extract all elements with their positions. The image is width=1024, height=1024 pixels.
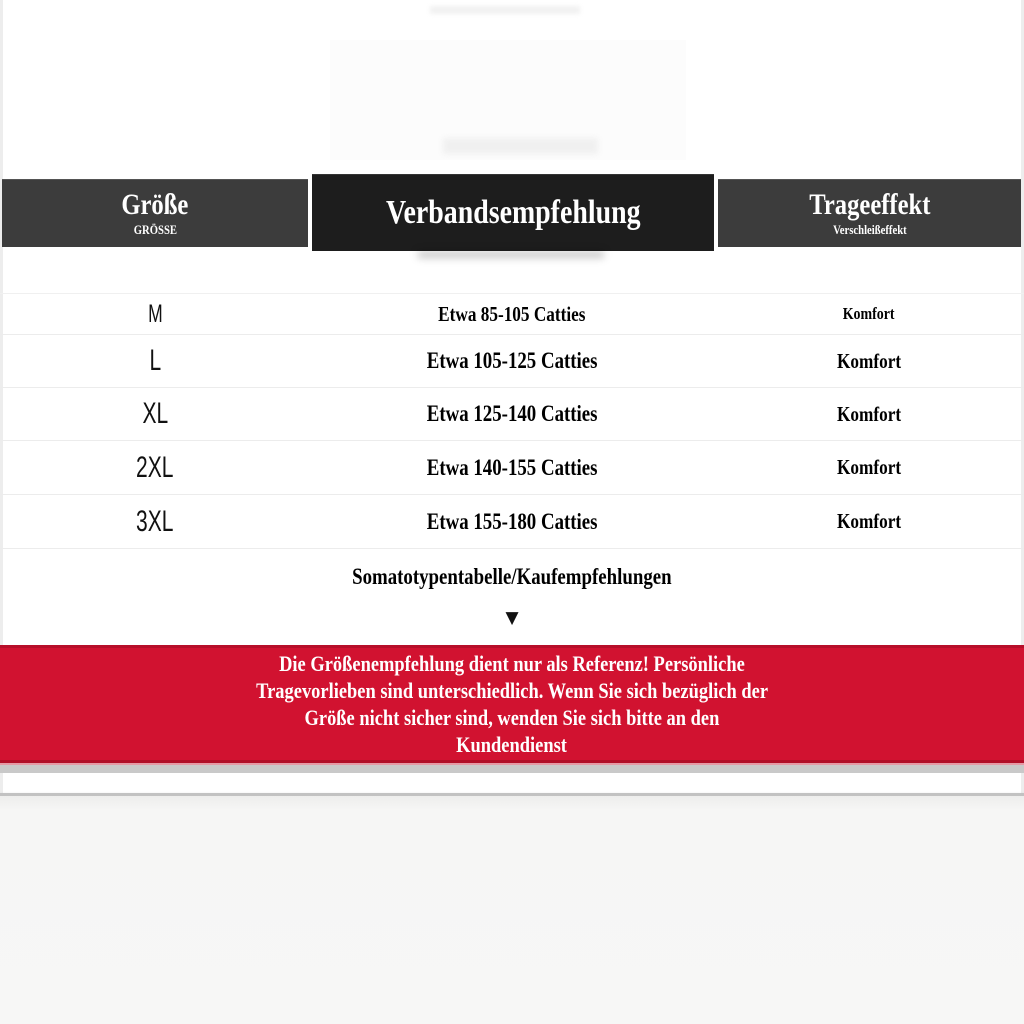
table-row [0,441,1024,495]
header-shadow [418,251,604,258]
size-label: M [147,299,163,328]
disclaimer-line: Tragevorlieben sind unterschiedlich. Wenn Sie sich bezüglich der [256,678,768,703]
effect-value: Komfort [843,304,895,323]
effect-header-title: Trageeffekt [808,188,931,221]
size-table [0,293,1024,549]
faint-top-marks [430,6,580,14]
next-section-background [0,796,1024,1024]
effect-header-subtitle: Verschleißeffekt [832,222,907,237]
size-header-title: Größe [121,188,189,221]
faint-watermark-text [443,138,598,154]
weight-range: Etwa 105-125 Catties [426,348,598,373]
size-label: 2XL [136,450,174,484]
weight-range: Etwa 85-105 Catties [438,301,586,326]
effect-value: Komfort [836,509,902,533]
triangle-down-icon: ▼ [505,608,519,628]
disclaimer-line: Kundendienst [456,732,568,757]
divider-strip [0,765,1024,773]
weight-range: Etwa 155-180 Catties [426,508,598,534]
disclaimer-line: Die Größenempfehlung dient nur als Referenz! Persönliche [279,651,745,676]
column-header-recommendation [312,174,714,251]
effect-value: Komfort [836,348,902,373]
somatotype-note-text: Somatotypentabelle/Kaufempfehlungen [352,564,672,589]
table-row [0,335,1024,388]
table-row [0,293,1024,335]
size-label: XL [142,397,168,430]
size-label: 3XL [136,504,174,538]
column-header-effect [718,179,1021,247]
effect-value: Komfort [836,401,902,426]
effect-value: Komfort [836,455,902,479]
column-header-size [2,179,308,247]
disclaimer-banner [0,645,1024,763]
table-row [0,495,1024,549]
size-label: L [149,344,161,377]
disclaimer-line: Größe nicht sicher sind, wenden Sie sich bitte an den [304,705,720,730]
weight-range: Etwa 140-155 Catties [426,454,598,480]
recommendation-header-title: Verbandsempfehlung [385,193,641,231]
size-header-subtitle: GRÖSSE [133,222,177,237]
somatotype-note [0,564,1024,590]
table-row [0,388,1024,441]
weight-range: Etwa 125-140 Catties [426,401,598,426]
